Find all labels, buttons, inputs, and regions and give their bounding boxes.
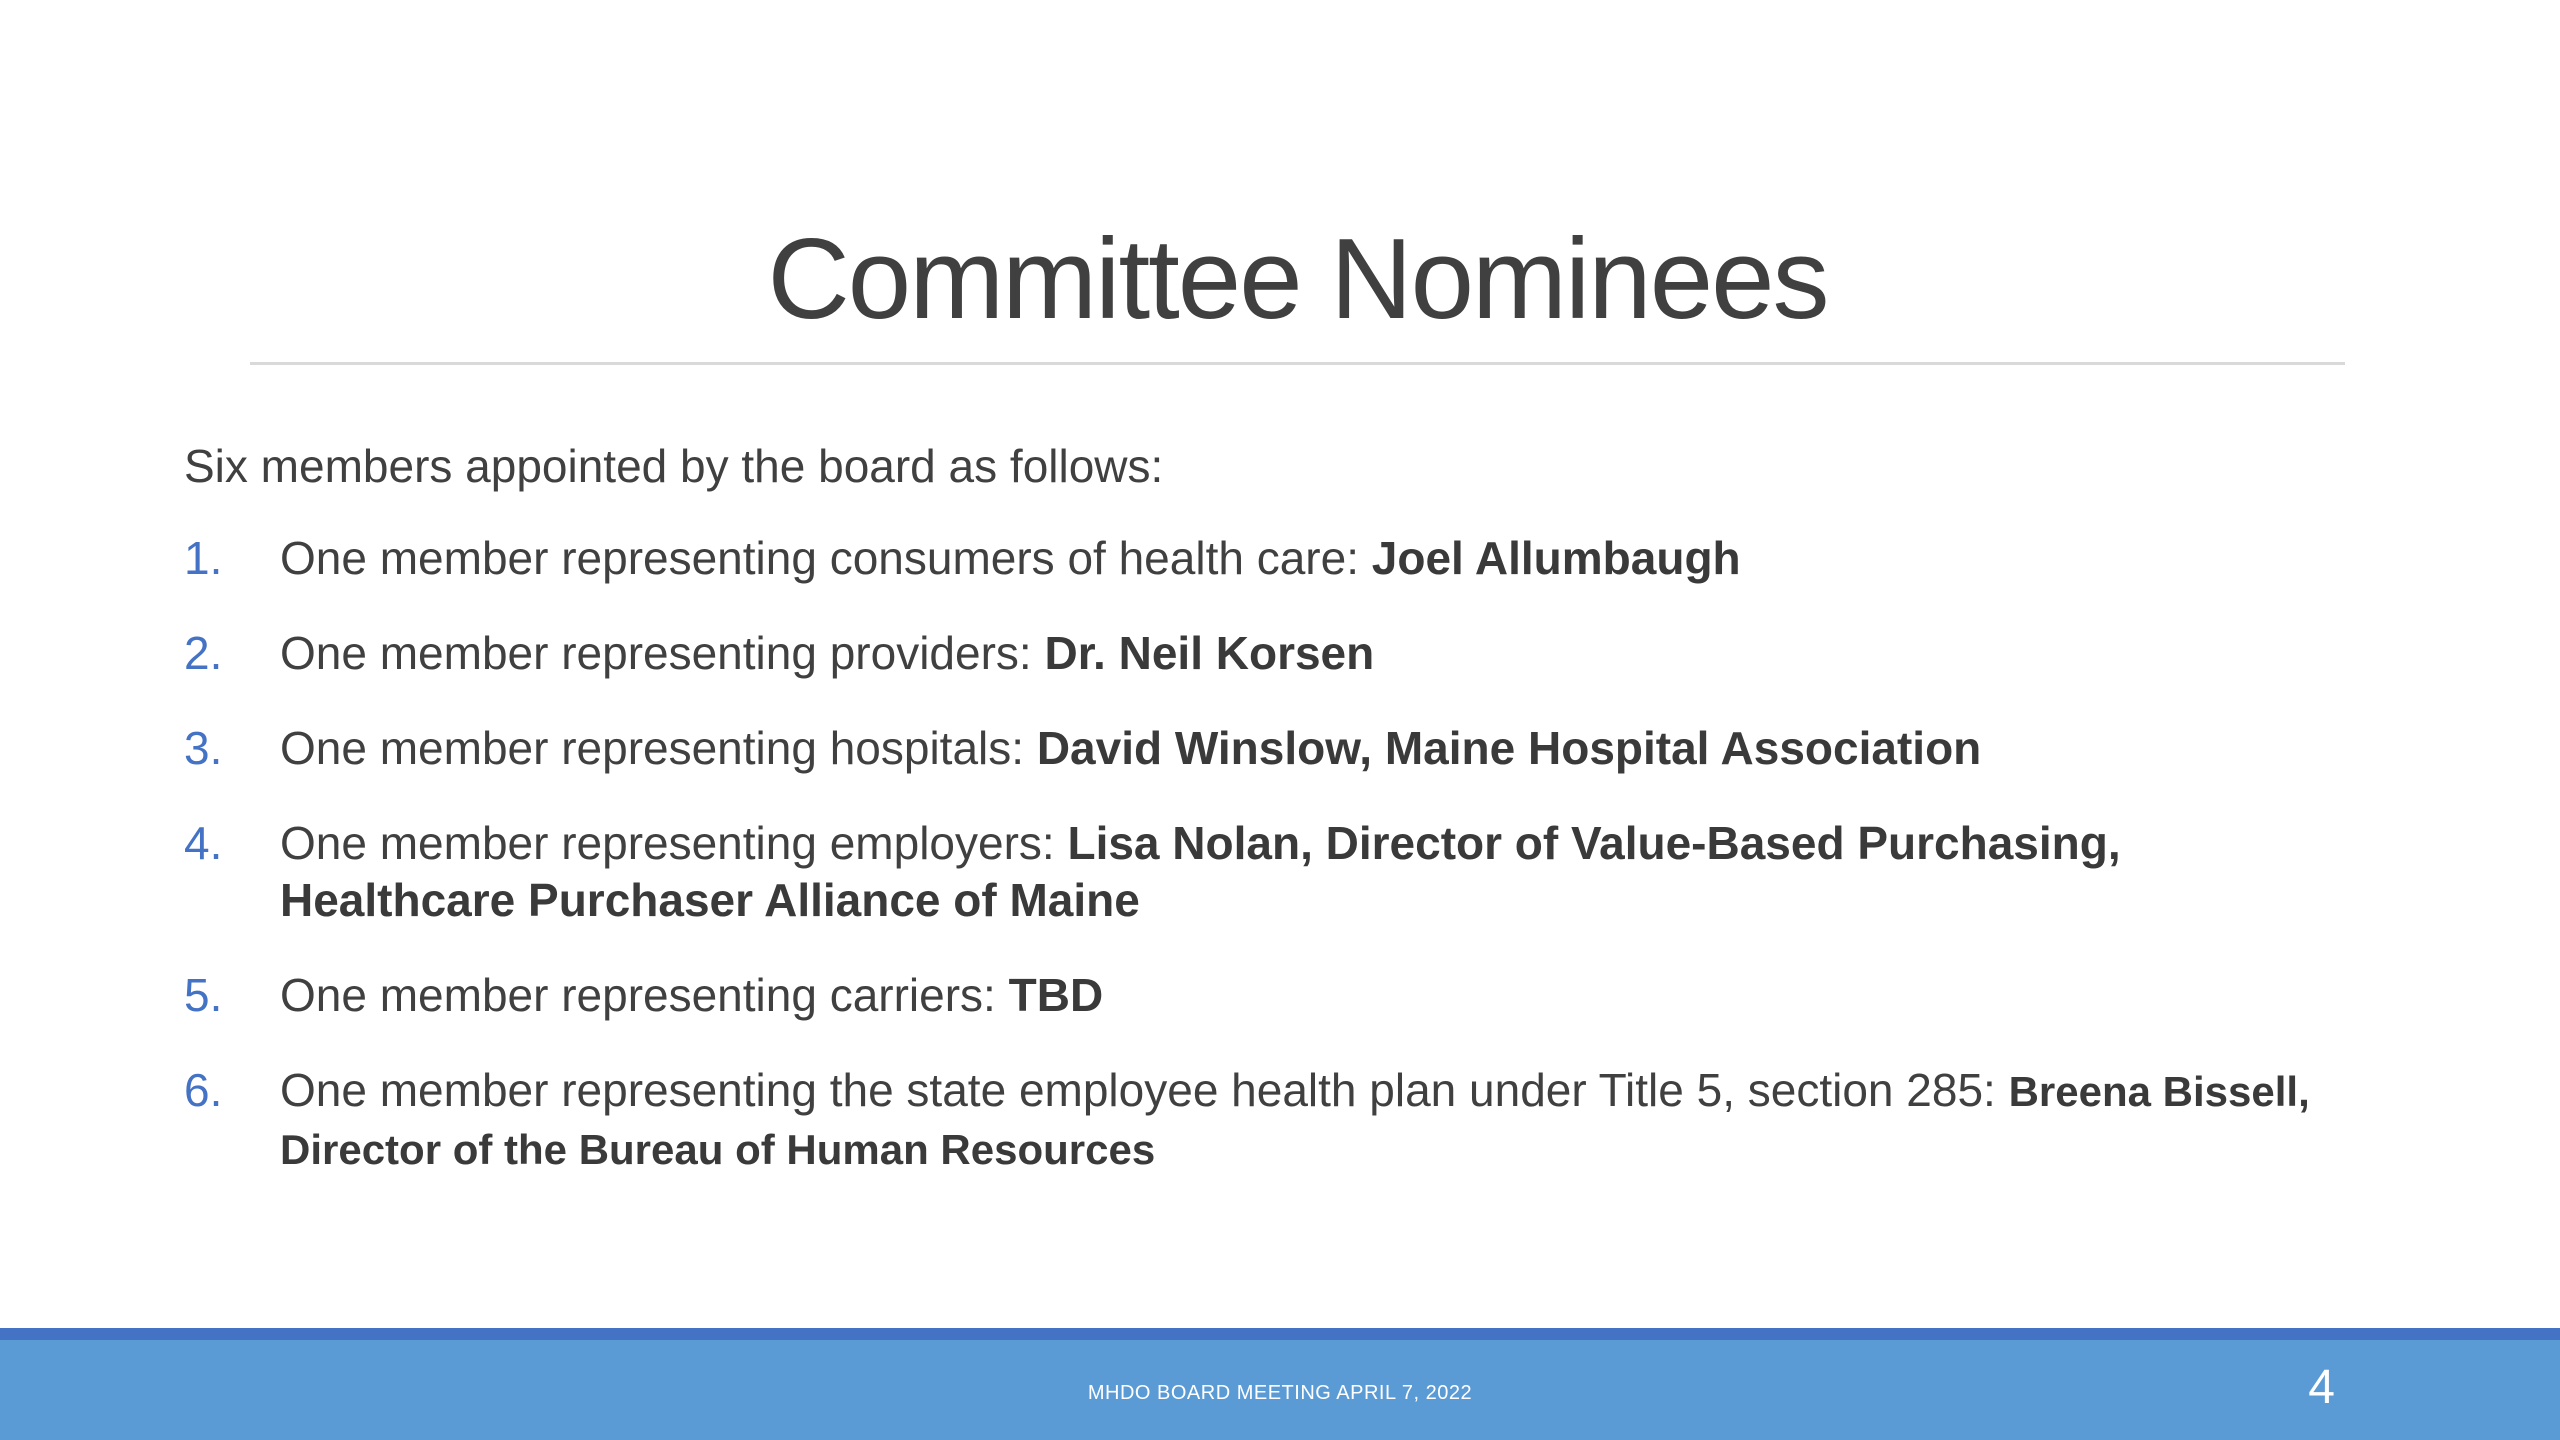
item-number: 3. xyxy=(184,722,223,774)
item-number: 2. xyxy=(184,627,223,679)
list-item xyxy=(184,530,2334,587)
nominee-name: Lisa Nolan, Director of Value-Based Purchasing, Healthcare Purchaser Alliance of Maine xyxy=(280,817,2121,926)
list-item xyxy=(184,625,2334,682)
nominee-name: Joel Allumbaugh xyxy=(1371,532,1741,584)
intro-text: Six members appointed by the board as follows: xyxy=(184,440,1164,492)
footer-band xyxy=(0,1340,2560,1440)
nominee-name: Breena Bissell, Director of the Bureau of Human Resources xyxy=(280,1068,2310,1173)
item-number: 4. xyxy=(184,817,223,869)
list-item xyxy=(184,815,2334,929)
nominee-name: TBD xyxy=(1008,969,1104,1021)
item-description: One member representing consumers of health care: xyxy=(280,532,1372,584)
list-item xyxy=(184,967,2334,1024)
item-description: One member representing hospitals: xyxy=(280,722,1037,774)
item-description: One member representing providers: xyxy=(280,627,1045,679)
item-number: 5. xyxy=(184,969,223,1021)
slide-title: Committee Nominees xyxy=(767,216,1828,343)
footer-text: MHDO BOARD MEETING APRIL 7, 2022 xyxy=(1087,1382,1473,1404)
list-item xyxy=(184,720,2334,777)
item-number: 6. xyxy=(184,1064,223,1116)
list-item xyxy=(184,1062,2334,1178)
item-description: One member representing employers: xyxy=(280,817,1068,869)
item-number: 1. xyxy=(184,532,223,584)
nominee-name: Dr. Neil Korsen xyxy=(1044,627,1375,679)
page-number: 4 xyxy=(2308,1361,2335,1414)
item-description: One member representing carriers: xyxy=(280,969,1009,1021)
title-divider xyxy=(250,362,2345,365)
item-description: One member representing the state employee health plan under Title 5, section 285: xyxy=(280,1064,2009,1116)
nominee-list xyxy=(184,530,2334,1216)
footer-accent-line xyxy=(0,1328,2560,1340)
nominee-name: David Winslow, Maine Hospital Association xyxy=(1036,722,1982,774)
